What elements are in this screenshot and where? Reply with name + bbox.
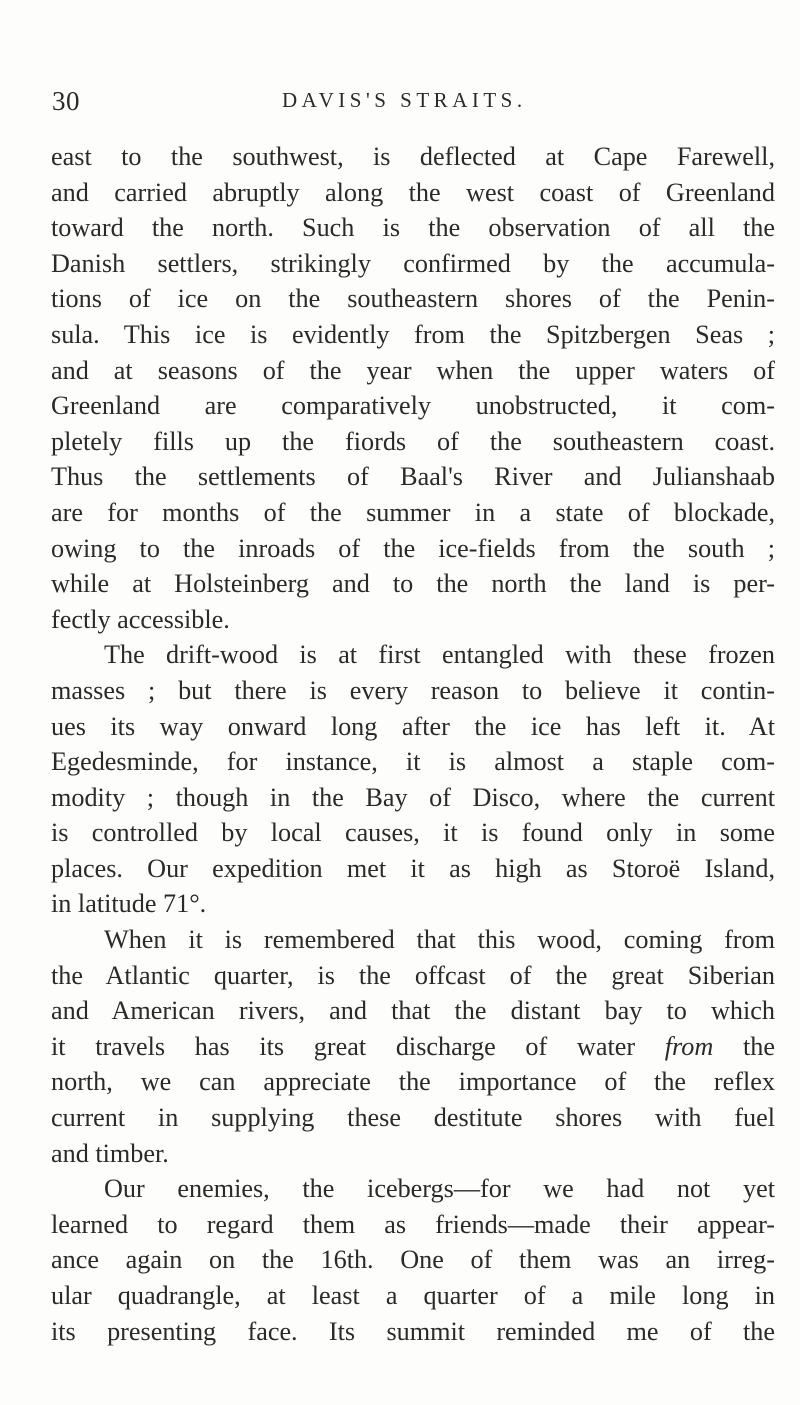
running-head bbox=[52, 86, 767, 126]
text-line: When it is remembered that this wood, coming from bbox=[104, 925, 775, 955]
text-line: Greenland are comparatively unobstructed, it com- bbox=[51, 391, 775, 421]
text-line: learned to regard them as friends—made their appear- bbox=[51, 1209, 775, 1239]
text-line: and American rivers, and that the distant bay to which bbox=[51, 996, 775, 1026]
text-line: sula. This ice is evidently from the Spitzbergen Seas ; bbox=[51, 319, 775, 349]
page-number: 30 bbox=[52, 86, 80, 116]
text-line: its presenting face. Its summit reminded me of the bbox=[51, 1316, 775, 1346]
text-line: and at seasons of the year when the upper waters of bbox=[51, 355, 775, 385]
running-title: DAVIS'S STRAITS. bbox=[282, 88, 527, 112]
text-line: while at Holsteinberg and to the north the land is per- bbox=[51, 569, 775, 599]
text-line: current in supplying these destitute shores with fuel bbox=[51, 1103, 775, 1133]
text-line: ular quadrangle, at least a quarter of a mile long in bbox=[51, 1281, 775, 1310]
text-line: and carried abruptly along the west coast of Greenland bbox=[51, 177, 775, 207]
text-line: are for months of the summer in a state of blockade, bbox=[51, 497, 775, 527]
text-line: tions of ice on the southeastern shores of the Penin- bbox=[51, 284, 775, 314]
text-line: Thus the settlements of Baal's River and Julianshaab bbox=[51, 462, 775, 492]
text-segment: the bbox=[713, 1031, 775, 1061]
text-line: owing to the inroads of the ice-fields from the south ; bbox=[51, 533, 775, 563]
text-line: and timber. bbox=[51, 1138, 169, 1168]
text-segment: it travels has its great discharge of water bbox=[51, 1031, 665, 1061]
text-line: ance again on the 16th. One of them was an irreg- bbox=[51, 1245, 775, 1275]
text-line: north, we can appreciate the importance of the reflex bbox=[51, 1067, 775, 1097]
body-text bbox=[51, 139, 775, 1349]
text-line: the Atlantic quarter, is the offcast of the great Siberian bbox=[51, 960, 775, 990]
text-line: ues its way onward long after the ice has left it. At bbox=[51, 711, 775, 741]
text-line: toward the north. Such is the observation of all the bbox=[51, 213, 775, 243]
text-line: is controlled by local causes, it is found only in some bbox=[51, 818, 775, 848]
text-line: Danish settlers, strikingly confirmed by the accumula- bbox=[51, 248, 775, 278]
text-line: places. Our expedition met it as high as Storoë Island, bbox=[51, 853, 775, 883]
text-line: pletely fills up the fiords of the southeastern coast. bbox=[51, 426, 775, 456]
text-line: in latitude 71°. bbox=[51, 889, 207, 919]
text-line: fectly accessible. bbox=[51, 604, 230, 634]
text-line: Our enemies, the icebergs—for we had not yet bbox=[104, 1174, 775, 1204]
text-line bbox=[51, 1029, 775, 1065]
text-line: Egedesminde, for instance, it is almost a staple com- bbox=[51, 747, 775, 777]
text-line: The drift-wood is at first entangled with these frozen bbox=[104, 640, 775, 670]
text-line: masses ; but there is every reason to believe it contin- bbox=[51, 675, 775, 705]
italic-word: from bbox=[664, 1031, 714, 1061]
text-line: modity ; though in the Bay of Disco, where the current bbox=[51, 782, 775, 812]
text-line: east to the southwest, is deflected at Cape Farewell, bbox=[51, 142, 775, 171]
